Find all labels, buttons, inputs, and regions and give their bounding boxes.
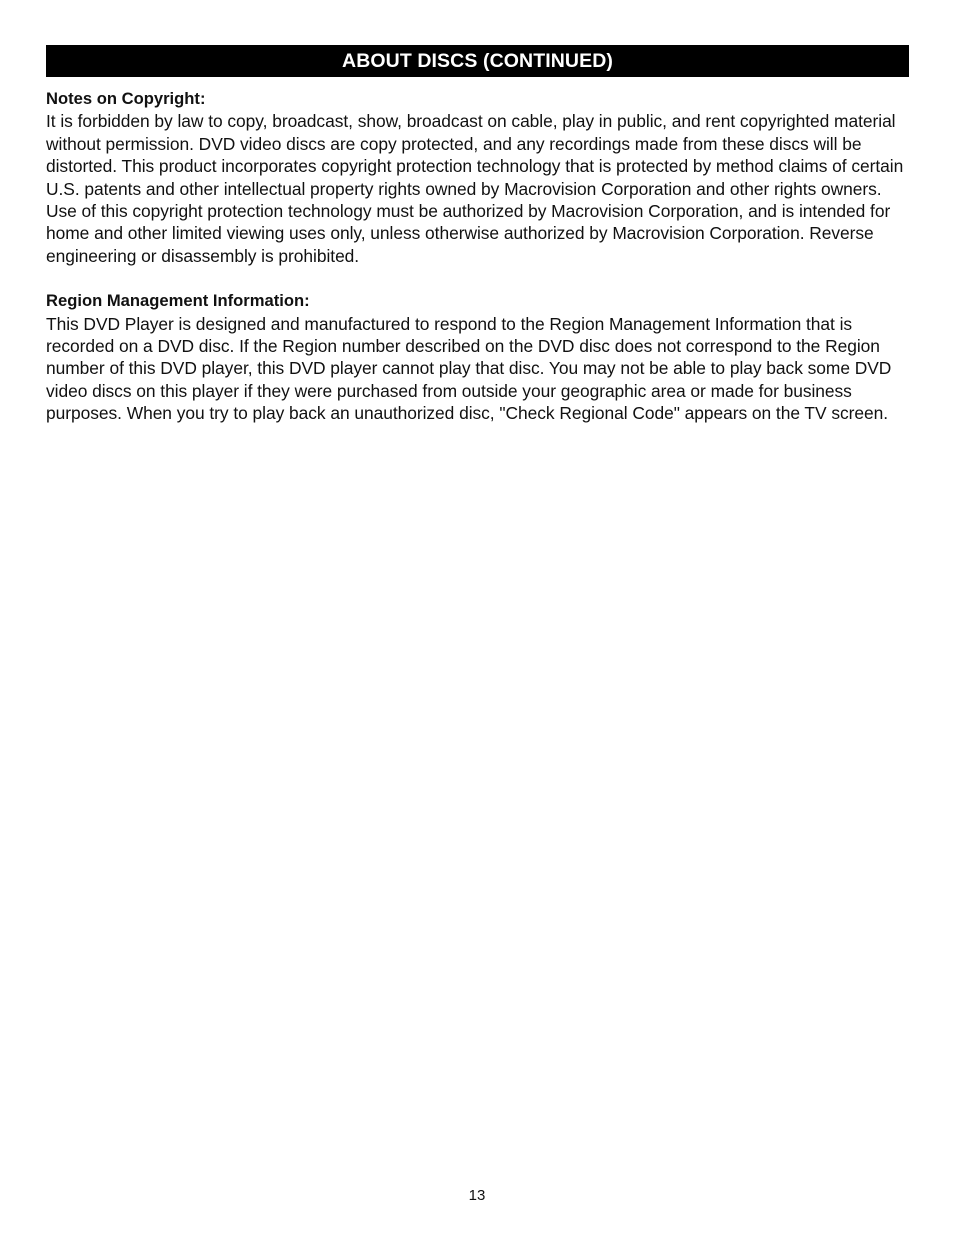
copyright-notes-body: It is forbidden by law to copy, broadcast, show, broadcast on cable, play in public, and rent copyrighted material without permission. DVD video discs are copy protected, and any recordings made from these discs will be distorted. This product incorporates copyright protection technology that is protected by method claims of certain U.S. patents and other intellectual property rights owned by Macrovision Corporation and other rights owners. Use of this copyright protection technology must be authorized by Macrovision Corporation, and is intended for home and other limited viewing uses only, unless otherwise authorized by Macrovision Corporation. Reverse engineering or disassembly is prohibited. xyxy=(46,111,904,266)
region-management-body: This DVD Player is designed and manufactured to respond to the Region Management Information that is recorded on a DVD disc. If the Region number described on the DVD disc does not correspond to the Region number of this DVD player, this DVD player cannot play that disc. You may not be able to play back some DVD video discs on this player if they were purchased from outside your geographic area or made for business purposes. When you try to play back an unauthorized disc, "Check Regional Code" appears on the TV screen. xyxy=(46,313,892,424)
page-number: 13 xyxy=(468,1187,486,1204)
copyright-notes-section xyxy=(46,88,909,267)
page-title: ABOUT DISCS (CONTINUED) xyxy=(342,49,613,72)
region-management-section xyxy=(46,290,909,424)
page-content xyxy=(46,45,909,425)
copyright-notes-heading: Notes on Copyright: xyxy=(46,89,206,108)
section-title-bar xyxy=(46,45,909,77)
region-management-heading: Region Management Information: xyxy=(46,291,310,311)
